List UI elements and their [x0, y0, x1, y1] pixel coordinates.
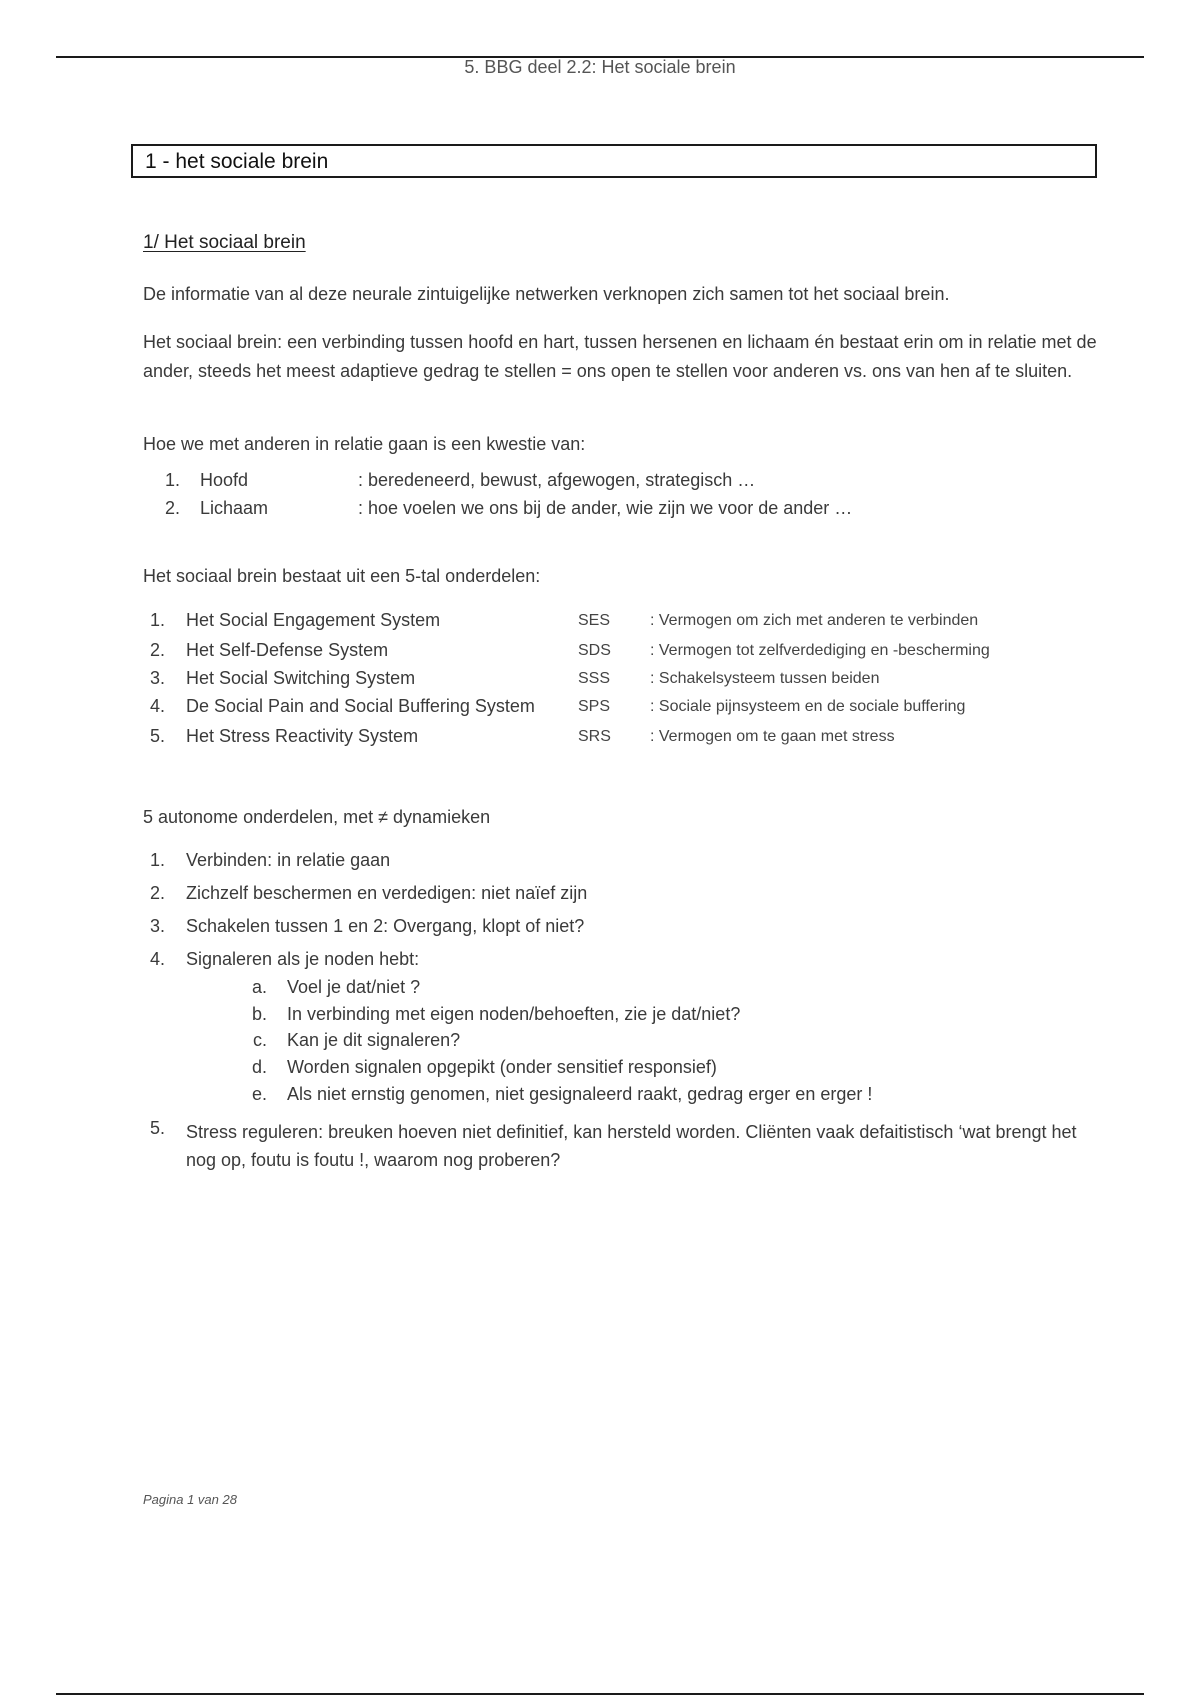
paragraph-relation: Hoe we met anderen in relatie gaan is een kwestie van: — [143, 434, 586, 454]
page-number: Pagina 1 van 28 — [143, 1492, 237, 1507]
paragraph-definition: Het sociaal brein: een verbinding tussen hoofd en hart, tussen hersenen en lichaam én bestaat erin om in relatie met de ander, steeds het meest adaptieve gedrag te stellen = ons open te stellen voor anderen vs. ons van hen af te sluiten. — [143, 332, 1097, 381]
paragraph-systems-intro: Het sociaal brein bestaat uit een 5-tal onderdelen: — [143, 566, 541, 586]
section-title-box — [131, 144, 1097, 178]
section-title: 1 - het sociale brein — [145, 150, 329, 173]
subsection-title: 1/ Het sociaal brein — [143, 232, 306, 253]
paragraph-intro: De informatie van al deze neurale zintuigelijke netwerken verknopen zich samen tot het sociaal brein. — [143, 284, 950, 304]
running-header: 5. BBG deel 2.2: Het sociale brein — [464, 57, 736, 77]
paragraph-dynamics-intro: 5 autonome onderdelen, met ≠ dynamieken — [143, 807, 491, 827]
footer-rule — [56, 1693, 1144, 1695]
